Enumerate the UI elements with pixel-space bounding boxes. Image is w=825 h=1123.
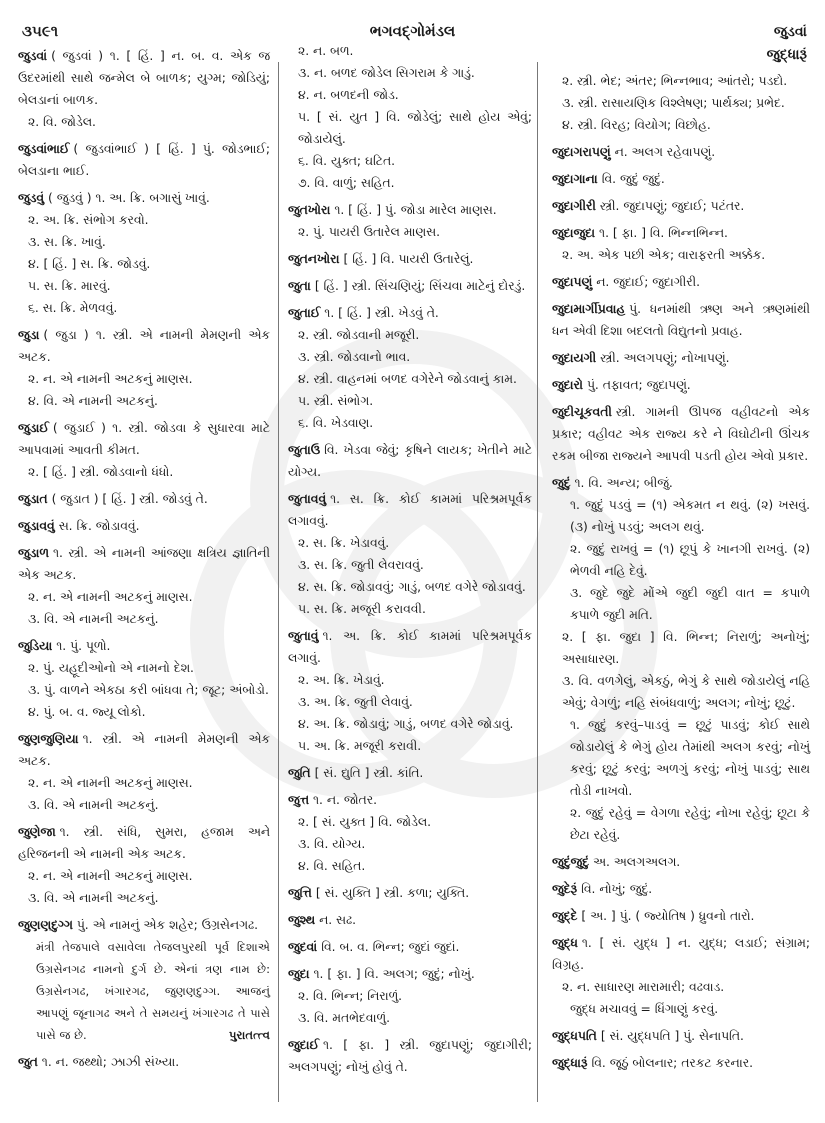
idiom-line [552, 802, 810, 846]
sense-line [552, 670, 810, 714]
definition-text: ૨. પું. પાયરી ઉતારેલ માણસ. [298, 225, 440, 239]
definition-text: ૨. [ ફા. જુદા ] વિ. ભિન્ન; નિરાળું; અનોખું; અસાધારણ. [562, 630, 810, 666]
definition-text: ૪. વિ. સહિત. [298, 859, 366, 873]
definition-text: ( જુડવું ) ૧. અ. ક્રિ. બગાસું ખાવું. [48, 191, 210, 205]
headword: જુદાગીરી [552, 199, 596, 213]
dictionary-entry [288, 789, 532, 811]
headword: જુડવાંભાઈ [18, 142, 70, 156]
dictionary-entry [288, 488, 532, 532]
idiom-line [552, 714, 810, 802]
definition-text: ૧. ન. જથ્થો; ઝાઝી સંખ્યા. [41, 1055, 180, 1069]
column-divider [537, 62, 538, 1102]
definition-text: ૨. [ સં. યુક્ત ] વિ. જોડેલ. [298, 815, 432, 829]
definition-text: ૪. પું. બ. વ. જ્યૂ લોકો. [28, 705, 146, 719]
column-divider [278, 62, 279, 1102]
sense-line [18, 772, 270, 794]
headword: જુણણદુગ્ગ [18, 918, 73, 932]
sense-line [288, 390, 532, 412]
definition-text: ૧. [ ફા. ] વિ. ભિન્નભિન્ન. [599, 226, 728, 240]
definition-text: ૩. પું. વાળને એકઠા કરી બાંધવા તે; જૂટ; અંબોડો. [28, 683, 269, 697]
headword: જુતા [288, 279, 311, 293]
sense-line [288, 532, 532, 554]
definition-text: ૩. સ્ત્રી. રાસાયણિક વિશ્લેષણ; પાર્થક્ય; પ્રભેદ. [562, 96, 785, 110]
sense-line [288, 554, 532, 576]
dictionary-entry [552, 141, 810, 163]
dictionary-entry [18, 542, 270, 586]
definition-text: ૫. સ. ક્રિ. મજૂરી કરાવવી. [298, 602, 426, 616]
definition-text: ૩. સ. ક્રિ. જુતી લેવરાવવું. [298, 558, 424, 572]
definition-text: ૩. જુદે જુદે મોંએ જુદી જુદી વાત = કપાળે કપાળે જુદી મતિ. [570, 586, 810, 622]
definition-text: ૫. સ્ત્રી. સંભોગ. [298, 394, 374, 408]
sense-line [18, 794, 270, 816]
sense-line [552, 976, 810, 998]
headword: જુતનખોરા [288, 252, 340, 266]
headword: જુશ્થ [288, 913, 316, 927]
headword: જુદ્ધપતિ [552, 1029, 597, 1043]
citation-source: પુરાતત્ત્વ [229, 1028, 270, 1042]
sense-line [18, 865, 270, 887]
definition-text: ૩. સ્ત્રી. જોડવાનો ભાવ. [298, 350, 411, 364]
definition-text: ૭. વિ. વાળું; સહિત. [298, 176, 395, 190]
headword: જુતાવું [288, 629, 319, 643]
sense-line [552, 70, 810, 92]
definition-text: ૧. [ ફા. ] સ્ત્રી. જુદાપણું; જુદાગીરી; અલગપણું; નોખું હોવું તે. [288, 1038, 532, 1074]
dictionary-entry [288, 302, 532, 324]
dictionary-entry [552, 905, 810, 927]
definition-text: ૨. ન. એ નામની અટકનું માણસ. [28, 590, 193, 604]
definition-text: ૨. અ. એક પછી એક; વારાફરતી અક્કેક. [562, 248, 766, 262]
sense-line [18, 461, 270, 483]
headword: જુડા [18, 328, 40, 342]
definition-text: ૨. સ. ક્રિ. ખેડાવવું. [298, 536, 390, 550]
definition-text: ( જુડાઈ ) ૧. સ્ત્રી. જોડવા કે સુધારવા માટે આપવામાં આવતી કીમત. [18, 421, 270, 457]
definition-text: ન. સઢ. [319, 913, 357, 927]
definition-text: ૩. વિ. યોગ્ય. [298, 837, 366, 851]
sense-line [288, 62, 532, 84]
definition-text: ૪. સ્ત્રી. વિરહ; વિયોગ; વિછોહ. [562, 118, 711, 132]
sense-line [552, 114, 810, 136]
headword: જુણેજા [18, 825, 56, 839]
definition-text: પું. તફાવત; જુદાપણું. [586, 378, 691, 392]
headword: જુદું [552, 476, 571, 490]
definition-text: પું. એ નામનું એક શહેર; ઉગ્રસેનગઢ. [76, 918, 259, 932]
dictionary-entry [552, 195, 810, 217]
sense-line [288, 735, 532, 757]
headword: જુડવાં [18, 49, 48, 63]
headword: જુડવું [18, 191, 45, 205]
dictionary-entry [18, 914, 270, 936]
sense-line [288, 713, 532, 735]
definition-text: ૧. સ્ત્રી. એ નામની આંજણા ક્ષત્રિય જ્ઞાતિની એક અટક. [18, 546, 270, 582]
dictionary-entry [288, 882, 532, 904]
dictionary-entry [288, 439, 532, 483]
guide-word-first: જુડવાં [773, 24, 807, 40]
definition-text: ૧. [ હિં. ] સ્ત્રી. ખેડવું તે. [324, 306, 439, 320]
definition-text: ૨. વિ. ભિન્ન; નિરાળું. [298, 989, 403, 1003]
headword: જુદાગરાપણું [552, 145, 611, 159]
sense-line [18, 679, 270, 701]
definition-text: મંત્રી તેજપાલે વસાવેલા તેજલપુરથી પૂર્વ દિશાએ ઉગ્રસેનગઢ નામનો દુર્ગ છે. એનાં ત્રણ નામ છે: ઉગ્રસેનગઢ, ખંગારગઢ, જુણણદુગ્ગ. આજનું આપણું જૂનાગઢ અને તે સમયનું ખંગારગઢ તે પાસે પાસે જ છે. [36, 940, 270, 1042]
definition-text: ૨. અ. ક્રિ. સંભોગ કરવો. [28, 213, 149, 227]
definition-text: ૧. વિ. અન્ય; બીજું. [574, 476, 673, 490]
headword: જુદા [288, 967, 310, 981]
definition-text: ૧. [ હિં. ] પું. જોડા મારેલ માણસ. [334, 203, 497, 217]
dictionary-entry [18, 821, 270, 865]
sense-line [288, 106, 532, 150]
sense-line [18, 887, 270, 909]
sense-line [18, 297, 270, 319]
definition-text: ( જુડાત ) [ હિં. ] સ્ત્રી. જોડવું તે. [51, 492, 208, 506]
sense-line [288, 1007, 532, 1029]
sense-line [288, 84, 532, 106]
dictionary-entry [288, 762, 532, 784]
definition-text: ૫. અ. ક્રિ. મજૂરી કરાવી. [298, 739, 422, 753]
idiom-line [552, 998, 810, 1020]
dictionary-entry [18, 45, 270, 111]
definition-text: ૨. ન. એ નામની અટકનું માણસ. [28, 776, 193, 790]
headword: જુડાત [18, 492, 48, 506]
sense-line [288, 598, 532, 620]
column-2 [288, 40, 532, 1078]
headword: જુડાળ [18, 546, 49, 560]
column-1 [18, 40, 270, 1073]
definition-text: ૧. [ સં. યુદ્ધ ] ન. યુદ્ધ; લડાઈ; સંગ્રામ; વિગ્રહ. [552, 936, 810, 972]
definition-text: ૨. વિ. જોડેલ. [28, 115, 96, 129]
headword: જુદુંજુદું [552, 855, 590, 869]
definition-text: ૧. સ. ક્રિ. કોઈ કામમાં પરિશ્રમપૂર્વક લગાવવું. [288, 492, 532, 528]
definition-text: ૫. [ સં. યુત ] વિ. જોડેલું; સાથે હોય એવું; જોડાયેલું. [298, 110, 532, 146]
headword: જુતિ [288, 766, 311, 780]
sense-line [288, 811, 532, 833]
definition-text: [ હિં. ] સ્ત્રી. સિંચણિયું; સિંચવા માટેનું દોરડું. [314, 279, 526, 293]
definition-text: ૨. [ હિં. ] સ્ત્રી. જોડવાનો ધંધો. [28, 465, 174, 479]
definition-text: ૪. સ. ક્રિ. જોડાવવું; ગાડું, બળદ વગેરે જોડાવવું. [298, 580, 526, 594]
idiom-line [552, 582, 810, 626]
dictionary-entry [18, 1051, 270, 1073]
headword: જુદારો [552, 378, 583, 392]
headword: જુતાઈ [288, 306, 321, 320]
definition-text: ૪. વિ. એ નામની અટકનું. [28, 394, 158, 408]
headword: જુદેરૂં [552, 882, 578, 896]
dictionary-entry [552, 374, 810, 396]
definition-text: ૨. જુદું રહેવું = વેગળા રહેવું; નોખા રહેવું; છૂટા કે છેટા રહેવું. [570, 806, 810, 842]
definition-text: સ્ત્રી. અલગપણું; નોખાપણું. [600, 351, 730, 365]
dictionary-entry [288, 625, 532, 669]
sense-line [552, 92, 810, 114]
definition-text: ( જુડા ) ૧. સ્ત્રી. એ નામની મેમણની એક અટક. [18, 328, 270, 364]
dictionary-entry [18, 187, 270, 209]
idiom-line [552, 494, 810, 538]
dictionary-entry [552, 472, 810, 494]
sense-line [288, 576, 532, 598]
definition-text: ૨. પું. યહૂદીઓનો એ નામનો દેશ. [28, 661, 194, 675]
page-title: ભગવદ્ગોમંડલ [369, 22, 456, 40]
sense-line [18, 275, 270, 297]
sense-line [288, 985, 532, 1007]
definition-text: ૧. જુદું પડવું = (૧) એકમત ન થવું. (૨) ખસવું. (૩) નોખું પડવું; અલગ થવું. [570, 498, 810, 534]
headword: જુદ્ધારૂં [552, 1056, 588, 1070]
definition-text: જુદ્ધ મચાવવું = ધિંગાણું કરવું. [570, 1002, 719, 1016]
definition-text: ૨. અ. ક્રિ. ખેડાવું. [298, 673, 385, 687]
definition-text: ૩. વિ. એ નામની અટકનું. [28, 612, 159, 626]
definition-text: વિ. નોખું; જુદું. [581, 882, 653, 896]
definition-text: ૧. પું. પૂળો. [56, 639, 111, 653]
headword: જુડાવવું [18, 519, 55, 533]
definition-text: [ સં. દ્યુતિ ] સ્ત્રી. કાંતિ. [314, 766, 424, 780]
sense-line [18, 390, 270, 412]
definition-text: ૬. વિ. ખેડવાણ. [298, 416, 374, 430]
definition-text: ૬. વિ. યુક્ત; ઘટિત. [298, 154, 396, 168]
definition-text: ૩. વિ. એ નામની અટકનું. [28, 891, 159, 905]
dictionary-entry [552, 1052, 810, 1074]
headword: જુદાગાના [552, 172, 598, 186]
definition-text: સ્ત્રી. જુદાપણું; જુદાઈ; પટંતર. [599, 199, 745, 213]
sense-line [288, 669, 532, 691]
definition-text: [ સં. યુદ્ધપતિ ] પું. સેનાપતિ. [600, 1029, 744, 1043]
sense-line [288, 40, 532, 62]
dictionary-entry [552, 932, 810, 976]
headword: જુદવાં [288, 940, 318, 954]
sense-line [18, 586, 270, 608]
definition-text: ૨. ન. બળ. [298, 44, 354, 58]
definition-text: ૩. સ. ક્રિ. ખાવું. [28, 235, 106, 249]
dictionary-entry [552, 401, 810, 467]
sense-line [288, 368, 532, 390]
headword: જુદ્ધ [552, 936, 578, 950]
definition-text: ૨. ન. સાધારણ મારામારી; વઢવાડ. [562, 980, 725, 994]
dictionary-entry [552, 271, 810, 293]
sense-line [18, 111, 270, 133]
definition-text: ૨. ન. એ નામની અટકનું માણસ. [28, 372, 193, 386]
definition-text: ૧. સ્ત્રી. સંધિ, સુમરા, હજામ અને હરિજનની એ નામની એક અટક. [18, 825, 270, 861]
dictionary-entry [288, 963, 532, 985]
headword: જુતખોરા [288, 203, 331, 217]
guide-word-last: જુદ્ધારૂં [766, 47, 807, 63]
headword: જુદીચૂકવતી [552, 405, 612, 419]
definition-text: ૩. વિ. મતભેદવાળું. [298, 1011, 390, 1025]
definition-text: [ સં. યુક્તિ ] સ્ત્રી. કળા; યુક્તિ. [315, 886, 470, 900]
dictionary-entry [18, 138, 270, 182]
dictionary-entry [552, 222, 810, 244]
definition-text: ૨. સ્ત્રી. જોડવાની મજૂરી. [298, 328, 420, 342]
definition-text: અ. અલગઅલગ. [593, 855, 681, 869]
sense-line [18, 231, 270, 253]
dictionary-entry [288, 275, 532, 297]
headword: જુદ્દે [552, 909, 578, 923]
dictionary-entry [288, 936, 532, 958]
definition-text: ૪. ન. બળદની જોડ. [298, 88, 399, 102]
sense-line [288, 691, 532, 713]
citation-quote [18, 936, 270, 1046]
sense-line [552, 626, 810, 670]
definition-text: ૧. જુદું કરવું–પાડવું = છૂટું પાડવું; કોઈ સાથે જોડાયેલું કે ભેગું હોય તેમાંથી અલગ કરવું; નોખું કરવું; છૂટું કરવું; અળગું કરવું; નોખું પાડવું; સાથ તોડી નાખવો. [570, 718, 810, 798]
page-number: ૩૫૯૧ [22, 22, 59, 40]
headword: જુત્તિ [288, 886, 312, 900]
definition-text: ૩. અ. ક્રિ. જુતી લેવાવું. [298, 695, 413, 709]
dictionary-entry [18, 635, 270, 657]
sense-line [288, 412, 532, 434]
definition-text: વિ. ખેડવા જેવું; કૃષિને લાયક; ખેતીને માટે યોગ્ય. [288, 443, 532, 479]
dictionary-entry [552, 878, 810, 900]
dictionary-entry [18, 515, 270, 537]
dictionary-entry [288, 1034, 532, 1078]
headword: જુડાઈ [18, 421, 49, 435]
definition-text: ૫. સ. ક્રિ. મારવું. [28, 279, 111, 293]
definition-text: [ અ. ] પું. ( જ્યોતિષ ) ધ્રુવનો તારો. [581, 909, 755, 923]
definition-text: ન. જુદાઈ; જુદાગીરી. [596, 275, 701, 289]
definition-text: પું. ધનમાંથી ઋણ અને ઋણમાંથી ધન એવી દિશા બદલતો વિદ્યુતનો પ્રવાહ. [552, 302, 810, 338]
headword: જુતાઉ [288, 443, 321, 457]
definition-text: ૨. ન. એ નામની અટકનું માણસ. [28, 869, 193, 883]
sense-line [288, 172, 532, 194]
dictionary-entry [288, 909, 532, 931]
sense-line [18, 657, 270, 679]
dictionary-entry [552, 851, 810, 873]
definition-text: વિ. બ. વ. ભિન્ન; જુદાં જુદાં. [321, 940, 460, 954]
dictionary-entry [18, 488, 270, 510]
definition-text: ૩. ન. બળદ જોડેલ સિગરામ કે ગાડું. [298, 66, 475, 80]
headword: જુડિયા [18, 639, 53, 653]
definition-text: ૩. વિ. એ નામની અટકનું. [28, 798, 159, 812]
definition-text: સ. ક્રિ. જોડાવવું. [58, 519, 140, 533]
sense-line [18, 368, 270, 390]
definition-text: ૪. અ. ક્રિ. જોડાવું; ગાડું, બળદ વગેરે જોડાવું. [298, 717, 514, 731]
dictionary-entry [552, 1025, 810, 1047]
dictionary-entry [552, 168, 810, 190]
definition-text: ૪. [ હિં. ] સ. ક્રિ. જોડવું. [28, 257, 151, 271]
dictionary-entry [552, 298, 810, 342]
definition-text: ૩. વિ. વળગેલું, એકઠું, ભેગું કે સાથે જોડાયેલું નહિ એવું; વેગળું; નહિ સંબંધવાળું; અલગ; નોખું; છૂટું. [562, 674, 810, 710]
definition-text: વિ. જૂઠું બોલનાર; તરકટ કરનાર. [591, 1056, 753, 1070]
definition-text: વિ. જુદું જુદું. [601, 172, 665, 186]
definition-text: ૪. સ્ત્રી. વાહનમાં બળદ વગેરેને જોડવાનું કામ. [298, 372, 517, 386]
definition-text: સ્ત્રી. ગામની ઊપજ વહીવટનો એક પ્રકાર; વહીવટ એક રાજ્ય કરે ને વિઘોટીની ઊંચક રકમ બીજા રાજ્યને આપવી પડતી હોય એવો પ્રકાર. [552, 405, 810, 463]
dictionary-entry [18, 417, 270, 461]
headword: જુદાયગી [552, 351, 597, 365]
definition-text: ૧. અ. ક્રિ. કોઈ કામમાં પરિશ્રમપૂર્વક લગાવું. [288, 629, 532, 665]
definition-text: ૧. ન. જોતર. [313, 793, 377, 807]
definition-text: ૨. જુદું રાખવું = (૧) છૂપું કે ખાનગી રાખવું. (૨) ભેળવી નહિ દેવું. [570, 542, 810, 578]
column-3 [552, 70, 810, 1074]
definition-text: ૧. [ ફા. ] વિ. અલગ; જુદું; નોખું. [313, 967, 475, 981]
sense-line [18, 253, 270, 275]
dictionary-entry [552, 347, 810, 369]
definition-text: ન. અલગ રહેવાપણું. [614, 145, 716, 159]
sense-line [288, 855, 532, 877]
headword: જુદાજુદા [552, 226, 596, 240]
definition-text: ( જુડવાંભાઈ ) [ હિં. ] પું. જોડભાઈ; બેલડાના ભાઈ. [18, 142, 270, 178]
definition-text: ૬. સ. ક્રિ. મેળવવું. [28, 301, 118, 315]
sense-line [18, 608, 270, 630]
definition-text: [ હિં. ] વિ. પાયરી ઉતારેલું. [343, 252, 474, 266]
sense-line [288, 324, 532, 346]
headword: જુણજુણિયા [18, 732, 79, 746]
sense-line [18, 209, 270, 231]
sense-line [552, 244, 810, 266]
definition-text: ૧. સ્ત્રી. એ નામની મેમણની એક અટક. [18, 732, 270, 768]
headword: જુદાપણું [552, 275, 593, 289]
sense-line [288, 221, 532, 243]
dictionary-entry [288, 199, 532, 221]
sense-line [288, 150, 532, 172]
sense-line [288, 346, 532, 368]
dictionary-entry [18, 728, 270, 772]
headword: જુદામાર્ગીપ્રવાહ [552, 302, 626, 316]
sense-line [288, 833, 532, 855]
dictionary-entry [288, 248, 532, 270]
definition-text: ( જુડવાં ) ૧. [ હિં. ] ન. બ. વ. એક જ ઉદરમાંથી સાથે જન્મેલ બે બાળક; યુગ્મ; જોડિયું; બેલડાનાં બાળક. [18, 49, 270, 107]
definition-text: ૨. સ્ત્રી. ભેદ; અંતર; ભિન્નભાવ; આંતરો; પડદો. [562, 74, 788, 88]
headword: જુતાવવું [288, 492, 327, 506]
headword: જુત્ત [288, 793, 310, 807]
dictionary-entry [18, 324, 270, 368]
headword: જુત [18, 1055, 38, 1069]
headword: જુદાઈ [288, 1038, 320, 1052]
sense-line [18, 701, 270, 723]
idiom-line [552, 538, 810, 582]
